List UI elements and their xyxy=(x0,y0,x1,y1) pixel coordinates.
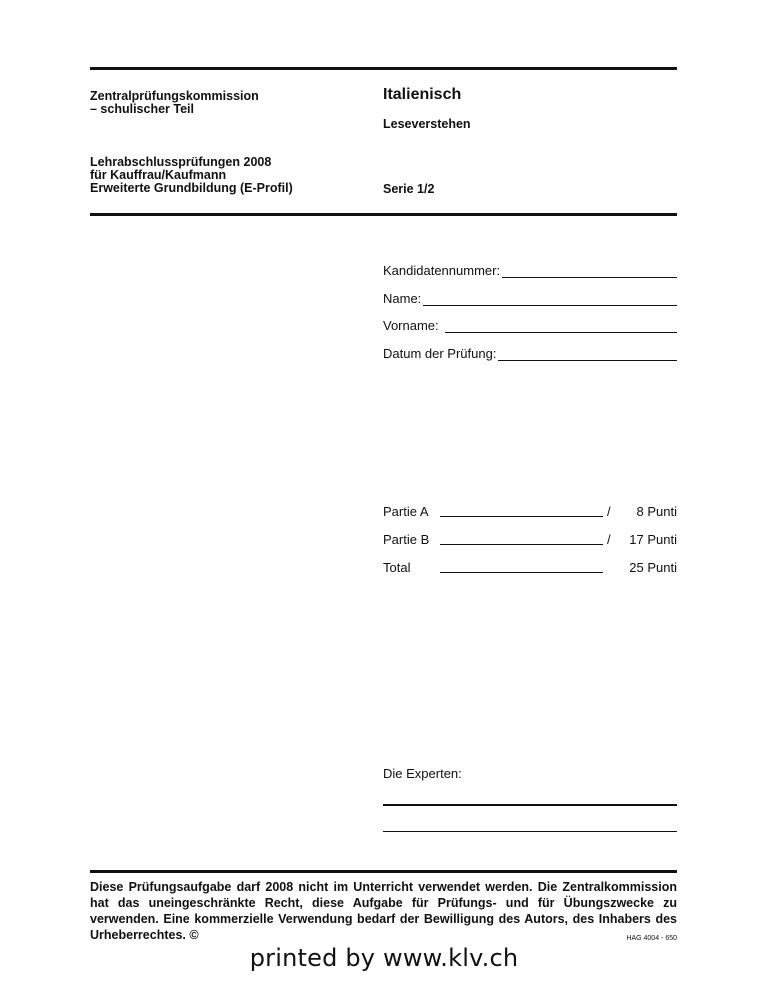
total-points: 25 Punti xyxy=(629,560,677,575)
partie-a-slash: / xyxy=(607,504,611,519)
part-title: Leseverstehen xyxy=(383,117,471,131)
first-name-field[interactable] xyxy=(383,317,677,333)
expert-signature-line-2[interactable] xyxy=(383,831,677,832)
total-label: Total xyxy=(383,560,411,575)
footer-notice: Diese Prüfungsaufgabe darf 2008 nicht im Unterricht verwendet werden. Die Zentralkommission hat das uneingeschränkte Recht, diese Aufgabe für Prüfungs- und für Übungszwecke zu verwenden. Eine kommerzielle Verwendung bedarf der Bewilligung des Autors, des Inhabers des Urheberrechtes. © xyxy=(90,880,677,942)
footer-code: HAG 4004 - 650 xyxy=(626,935,677,942)
footer-notice-block xyxy=(90,879,677,947)
experts-label: Die Experten: xyxy=(383,766,462,781)
subject-title: Italienisch xyxy=(383,86,462,103)
first-name-label: Vorname: xyxy=(383,318,439,333)
first-name-line[interactable] xyxy=(445,320,677,333)
partie-a-line[interactable] xyxy=(440,516,603,517)
series-title: Serie 1/2 xyxy=(383,182,435,196)
commission-line1: Zentralprüfungskommission xyxy=(90,89,259,103)
name-field[interactable] xyxy=(383,290,677,306)
candidate-number-line[interactable] xyxy=(502,265,677,278)
partie-a-label: Partie A xyxy=(383,504,429,519)
partie-b-label: Partie B xyxy=(383,532,430,547)
partie-b-slash: / xyxy=(607,532,611,547)
header-bottom-rule xyxy=(90,213,677,216)
exam-block xyxy=(90,156,293,195)
exam-date-label: Datum der Prüfung: xyxy=(383,346,497,361)
name-line[interactable] xyxy=(423,293,677,306)
total-row xyxy=(383,559,677,575)
top-rule xyxy=(90,67,677,70)
exam-line3: Erweiterte Grundbildung (E-Profil) xyxy=(90,181,293,195)
partie-a-row xyxy=(383,503,677,519)
exam-date-field[interactable] xyxy=(383,345,677,361)
commission-line2: – schulischer Teil xyxy=(90,102,194,116)
exam-line2: für Kauffrau/Kaufmann xyxy=(90,168,227,182)
candidate-number-label: Kandidatennummer: xyxy=(383,263,501,278)
name-label: Name: xyxy=(383,291,422,306)
partie-b-line[interactable] xyxy=(440,544,603,545)
commission-block xyxy=(90,90,259,116)
total-line[interactable] xyxy=(440,572,603,573)
partie-a-points: 8 Punti xyxy=(636,504,677,519)
expert-signature-line-1[interactable] xyxy=(383,804,677,806)
exam-line1: Lehrabschlussprüfungen 2008 xyxy=(90,155,272,169)
footer-rule xyxy=(90,870,677,873)
partie-b-row xyxy=(383,531,677,547)
printed-by: printed by www.klv.ch xyxy=(249,944,519,972)
partie-b-points: 17 Punti xyxy=(629,532,677,547)
exam-date-line[interactable] xyxy=(498,348,677,361)
candidate-number-field[interactable] xyxy=(383,262,677,278)
